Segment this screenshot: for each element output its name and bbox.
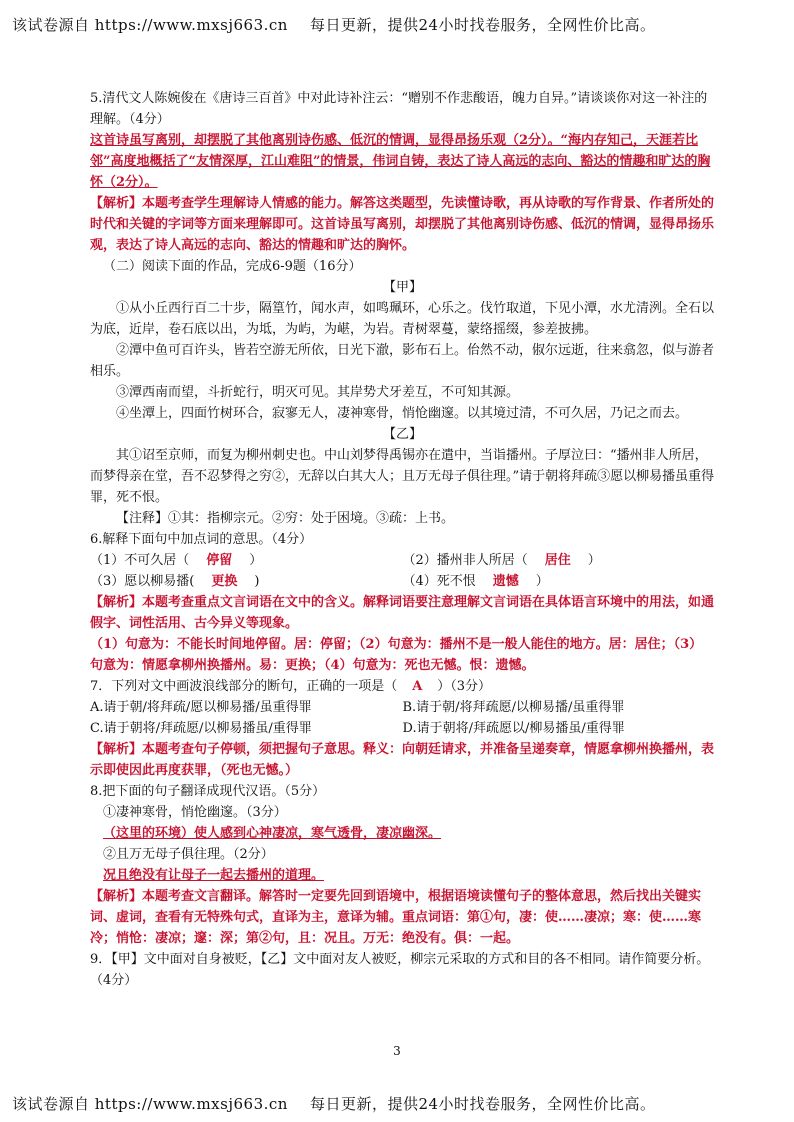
jia-para-4: ④坐潭上，四面竹树环合，寂寥无人，凄神寒骨，悄怆幽邃。以其境过清，不可久居，乃记之而去。	[116, 406, 689, 421]
q6-row-2	[90, 571, 715, 592]
banner-slogan: 每日更新，提供24小时找卷服务，全网性价比高。	[309, 16, 656, 34]
page-number: 3	[393, 1044, 401, 1058]
bottom-banner	[12, 1093, 656, 1114]
q8-analysis: 【解析】本题考查文言翻译。解答时一定要先回到语境中，根据语境读懂句子的整体意思，然后找出关键实词、虚词，查看有无特殊句式，直译为主，意译为辅。重点词语：第①句，凄：使……凄凉；寒：使……寒冷；悄怆：凄凉；邃：深；第②句，且：况且。万无：绝没有。俱：一起。	[90, 889, 702, 946]
banner-slogan-bottom: 每日更新，提供24小时找卷服务，全网性价比高。	[309, 1095, 656, 1113]
section2-heading: （二）阅读下面的作品，完成6-9题（16分）	[103, 259, 362, 274]
q6-item-2: （2）播州非人所居（ 居住 ）	[403, 550, 716, 571]
q7-option-c: C.请于朝将/拜疏愿/以柳易播虽/重得罪	[90, 721, 312, 736]
q8-question: 8.把下面的句子翻译成现代汉语。（5分）	[90, 784, 326, 799]
banner-source-bottom: 该试卷源自 https://www.mxsj663.cn	[12, 1095, 288, 1113]
q6-item-1: （1）不可久居（ 停留 ）	[90, 550, 403, 571]
q6-question: 6.解释下面句中加点词的意思。（4分）	[90, 532, 313, 547]
q7-option-b: B.请于朝/将拜疏愿/以柳易播/虽重得罪	[402, 700, 625, 715]
q7-option-d: D.请于朝将/拜疏愿以/柳易播虽/重得罪	[402, 721, 625, 736]
q6-analysis: 【解析】本题考查重点文言词语在文中的含义。解释词语要注意理解文言词语在具体语言环境中的用法，如通假字、词性活用、古今异义等现象。	[90, 595, 715, 631]
q6-item-3: （3）愿以柳易播( 更换 )	[90, 571, 403, 592]
q7-option-a: A.请于朝/将拜疏/愿以柳易播/虽重得罪	[90, 700, 312, 715]
q6-answer-1: 停留	[206, 553, 233, 568]
q6-item-4: （4）死不恨 遗憾 ）	[403, 571, 716, 592]
q7-options-row-1	[90, 697, 715, 718]
q7-analysis: 【解析】本题考查句子停顿，须把握句子意思。释义：向朝廷请求，并准备呈递奏章，情愿拿柳州换播州，表示即使因此再度获罪，（死也无憾。）	[90, 742, 715, 778]
q6-answer-3: 更换	[211, 574, 238, 589]
jia-para-1: ①从小丘西行百二十步，隔篁竹，闻水声，如鸣珮环，心乐之。伐竹取道，下见小潭，水尤清洌。全石以为底，近岸，卷石底以出，为坻，为屿，为嵁，为岩。青树翠蔓，蒙络摇缀，参差披拂。	[90, 301, 715, 337]
q8-sentence-1: ①凄神寒骨，悄怆幽邃。（3分）	[103, 805, 287, 820]
q6-row-1	[90, 550, 715, 571]
top-banner	[12, 14, 656, 35]
q8-sentence-2: ②且万无母子俱往理。（2分）	[103, 847, 274, 862]
jia-para-3: ③潭西南而望，斗折蛇行，明灭可见。其岸势犬牙差互，不可知其源。	[116, 385, 520, 400]
document-body	[90, 88, 715, 991]
q8-answer-1: （这里的环境）使人感到心神凄凉，寒气透骨，凄凉幽深。	[103, 826, 442, 841]
q6-answer-2: 居住	[544, 553, 571, 568]
q7-options-row-2	[90, 718, 715, 739]
note: 【注释】①其：指柳宗元。②穷：处于困境。③疏：上书。	[116, 511, 455, 526]
q6-answer-4: 遗憾	[492, 574, 519, 589]
jia-para-2: ②潭中鱼可百许头，皆若空游无所依，日光下澈，影布石上。佁然不动，俶尔远逝，往来翕忽，似与游者相乐。	[90, 343, 715, 379]
q5-answer: 这首诗虽写离别，却摆脱了其他离别诗伤感、低沉的情调，显得昂扬乐观（2分）。“海内存知己，天涯若比邻”高度地概括了“友情深厚，江山难阻”的情景，伟词自铸，表达了诗人高远的志向、豁达的情趣和旷达的胸怀（2分）。	[90, 133, 711, 190]
yi-para: 其①诏至京师，而复为柳州刺史也。中山刘梦得禹锡亦在遣中，当诣播州。子厚泣曰：“播州非人所居，而梦得亲在堂，吾不忍梦得之穷②，无辞以白其大人；且万无母子俱往理。”请于朝将拜疏③愿以柳易播虽重得罪，死不恨。	[90, 448, 715, 505]
q7-question: 7．下列对文中画波浪线部分的断句，正确的一项是（ A ）（3分）	[90, 676, 715, 697]
jia-label: 【甲】	[382, 280, 422, 295]
q5-analysis: 【解析】本题考查学生理解诗人情感的能力。解答这类题型，先读懂诗歌，再从诗歌的写作背景、作者所处的时代和关键的字词等方面来理解即可。这首诗虽写离别，却摆脱了其他离别诗伤感、低沉的情调，显得昂扬乐观，表达了诗人高远的志向、豁达的情趣和旷达的胸怀。	[90, 196, 715, 253]
yi-label: 【乙】	[382, 427, 422, 442]
banner-source: 该试卷源自 https://www.mxsj663.cn	[12, 16, 288, 34]
q9-question: 9．【甲】文中面对自身被贬，【乙】文中面对友人被贬，柳宗元采取的方式和目的各不相同。请作简要分析。（4分）	[90, 952, 710, 988]
q8-answer-2: 况且绝没有让母子一起去播州的道理。	[103, 868, 325, 883]
q5-question: 5.清代文人陈婉俊在《唐诗三百首》中对此诗补注云：“赠别不作悲酸语，魄力自异。”请谈谈你对这一补注的理解。（4分）	[90, 91, 708, 127]
q7-answer: A	[412, 679, 423, 694]
q6-detail: （1）句意为：不能长时间地停留。居：停留；（2）句意为：播州不是一般人能住的地方。居：居住；（3）句意为：情愿拿柳州换播州。易：更换；（4）句意为：死也无憾。恨：遗憾。	[90, 637, 703, 673]
